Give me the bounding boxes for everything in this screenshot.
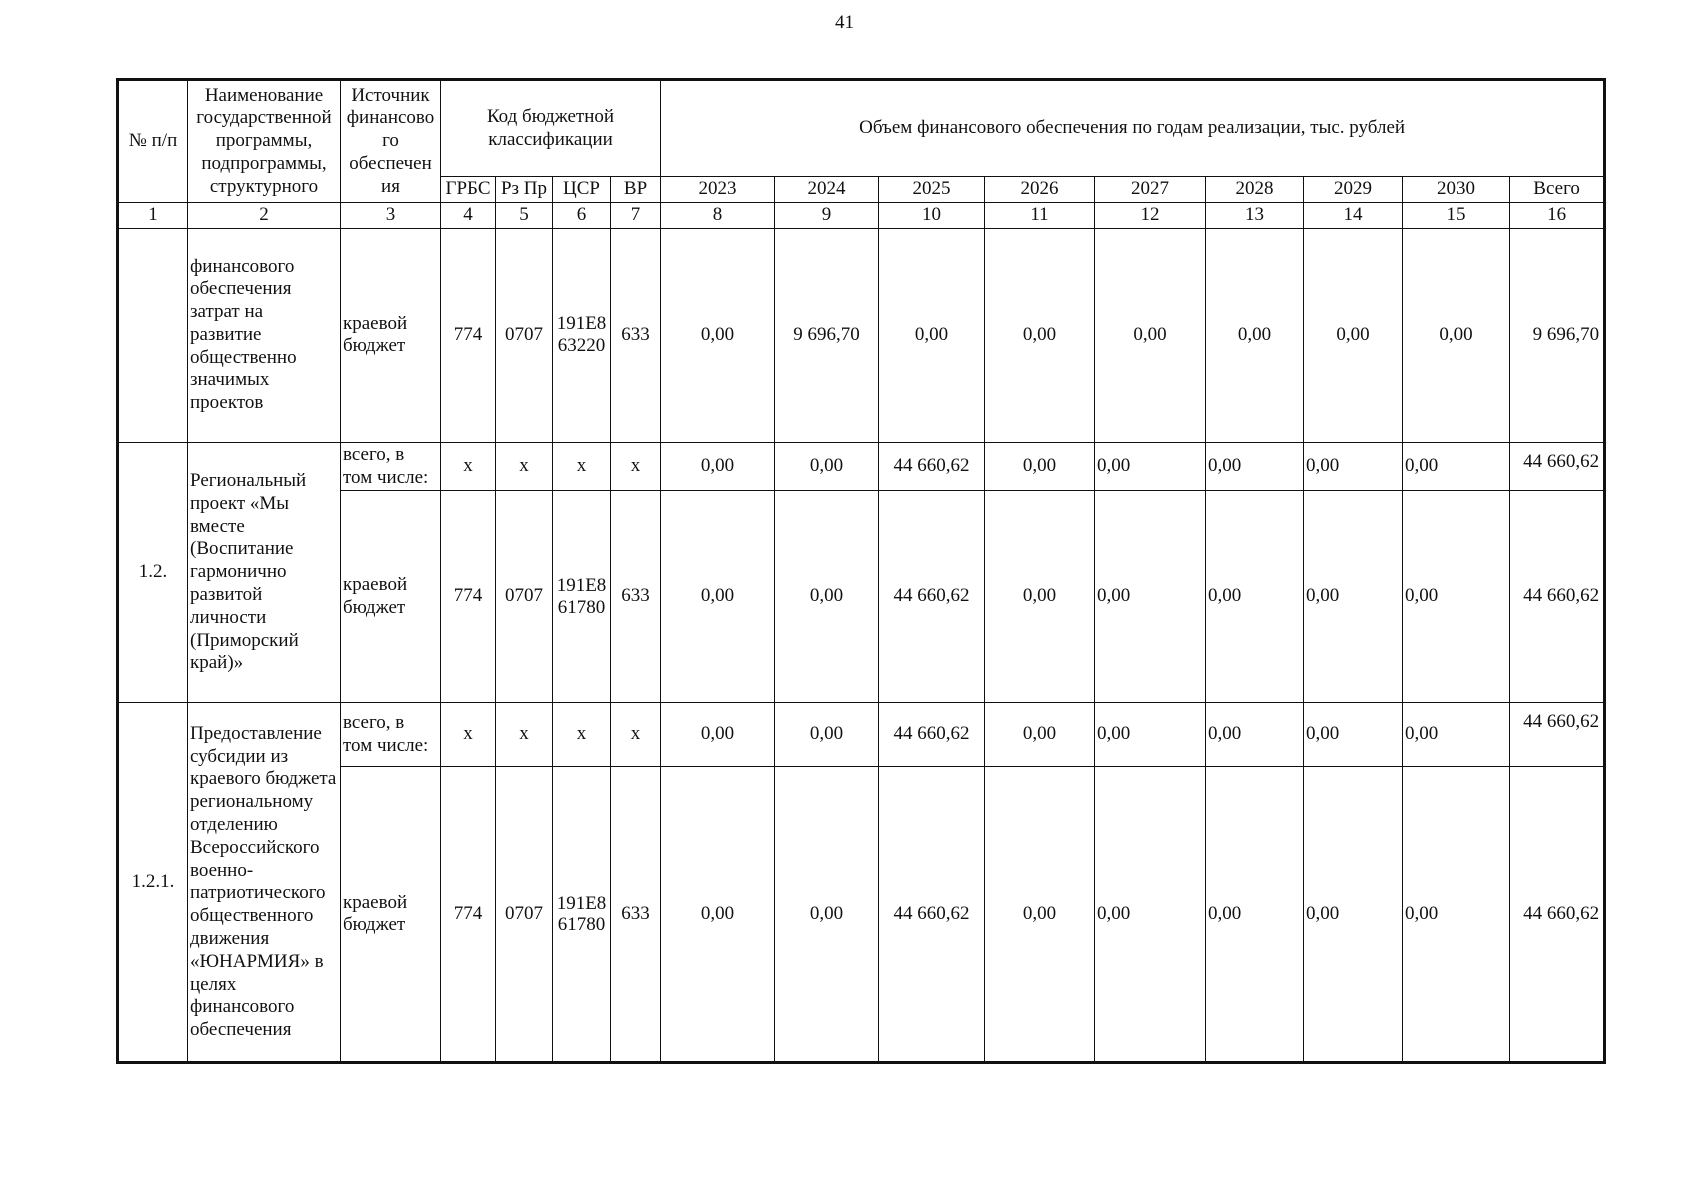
row-grbs: 774 bbox=[441, 767, 496, 1063]
row-total: 9 696,70 bbox=[1510, 228, 1605, 442]
header-year: 2030 bbox=[1403, 177, 1510, 203]
row-grbs: 774 bbox=[441, 491, 496, 703]
column-number: 7 bbox=[611, 203, 661, 229]
row-value: 0,00 bbox=[775, 767, 879, 1063]
row-grbs: x bbox=[441, 703, 496, 767]
row-csr: x bbox=[553, 442, 611, 491]
column-number: 11 bbox=[985, 203, 1095, 229]
column-number-row bbox=[118, 203, 1605, 229]
table-row bbox=[118, 491, 1605, 703]
column-number: 14 bbox=[1304, 203, 1403, 229]
header-year: 2027 bbox=[1095, 177, 1206, 203]
row-value: 0,00 bbox=[1095, 491, 1206, 703]
row-value: 0,00 bbox=[661, 767, 775, 1063]
row-num bbox=[118, 228, 188, 442]
row-value: 0,00 bbox=[1206, 767, 1304, 1063]
row-vr: x bbox=[611, 703, 661, 767]
row-value: 0,00 bbox=[661, 228, 775, 442]
header-grbs: ГРБС bbox=[441, 177, 496, 203]
column-number: 12 bbox=[1095, 203, 1206, 229]
budget-table bbox=[116, 78, 1606, 1064]
row-name: Региональный проект «Мы вместе (Воспитание гармонично развитой личности (Приморский край)» bbox=[188, 442, 341, 703]
column-number: 6 bbox=[553, 203, 611, 229]
header-volume: Объем финансового обеспечения по годам реализации, тыс. рублей bbox=[661, 80, 1605, 177]
header-year: 2025 bbox=[879, 177, 985, 203]
row-csr: 191E8 61780 bbox=[553, 767, 611, 1063]
row-rzpr: x bbox=[496, 703, 553, 767]
row-value: 0,00 bbox=[985, 228, 1095, 442]
header-code: Код бюджетной классификации bbox=[441, 80, 661, 177]
row-csr: 191E8 63220 bbox=[553, 228, 611, 442]
row-rzpr: x bbox=[496, 442, 553, 491]
row-value: 9 696,70 bbox=[775, 228, 879, 442]
row-rzpr: 0707 bbox=[496, 228, 553, 442]
column-number: 9 bbox=[775, 203, 879, 229]
row-total: 44 660,62 bbox=[1510, 442, 1605, 491]
column-number: 15 bbox=[1403, 203, 1510, 229]
row-value: 44 660,62 bbox=[879, 767, 985, 1063]
row-rzpr: 0707 bbox=[496, 767, 553, 1063]
row-value: 0,00 bbox=[879, 228, 985, 442]
row-name: финансового обеспечения затрат на развитие общественно значимых проектов bbox=[188, 228, 341, 442]
row-grbs: x bbox=[441, 442, 496, 491]
header-total: Всего bbox=[1510, 177, 1605, 203]
row-value: 0,00 bbox=[661, 442, 775, 491]
column-number: 13 bbox=[1206, 203, 1304, 229]
row-source: краевой бюджет bbox=[341, 228, 441, 442]
header-year: 2028 bbox=[1206, 177, 1304, 203]
row-value: 0,00 bbox=[985, 442, 1095, 491]
row-value: 0,00 bbox=[1403, 767, 1510, 1063]
header-year: 2023 bbox=[661, 177, 775, 203]
row-value: 0,00 bbox=[1403, 491, 1510, 703]
row-value: 0,00 bbox=[775, 703, 879, 767]
row-csr: x bbox=[553, 703, 611, 767]
row-source: всего, в том числе: bbox=[341, 442, 441, 491]
row-value: 44 660,62 bbox=[879, 442, 985, 491]
column-number: 10 bbox=[879, 203, 985, 229]
row-value: 0,00 bbox=[1095, 442, 1206, 491]
column-number: 3 bbox=[341, 203, 441, 229]
row-value: 0,00 bbox=[1206, 228, 1304, 442]
header-year: 2024 bbox=[775, 177, 879, 203]
row-value: 0,00 bbox=[1304, 491, 1403, 703]
row-value: 0,00 bbox=[1304, 767, 1403, 1063]
row-vr: 633 bbox=[611, 491, 661, 703]
row-value: 0,00 bbox=[775, 442, 879, 491]
row-value: 0,00 bbox=[985, 767, 1095, 1063]
row-value: 0,00 bbox=[1095, 703, 1206, 767]
row-vr: 633 bbox=[611, 767, 661, 1063]
row-value: 44 660,62 bbox=[879, 491, 985, 703]
row-value: 0,00 bbox=[1403, 228, 1510, 442]
row-value: 0,00 bbox=[1206, 442, 1304, 491]
column-number: 16 bbox=[1510, 203, 1605, 229]
row-value: 0,00 bbox=[661, 491, 775, 703]
row-csr: 191E8 61780 bbox=[553, 491, 611, 703]
header-name: Наименование государственной программы, подпрограммы, структурного bbox=[188, 80, 341, 203]
column-number: 5 bbox=[496, 203, 553, 229]
header-source: Источник финансово го обеспечен ия bbox=[341, 80, 441, 203]
row-total: 44 660,62 bbox=[1510, 767, 1605, 1063]
row-value: 0,00 bbox=[1304, 442, 1403, 491]
header-year: 2026 bbox=[985, 177, 1095, 203]
column-number: 4 bbox=[441, 203, 496, 229]
header-row bbox=[118, 80, 1605, 177]
header-csr: ЦСР bbox=[553, 177, 611, 203]
row-value: 0,00 bbox=[1304, 703, 1403, 767]
row-value: 44 660,62 bbox=[879, 703, 985, 767]
row-value: 0,00 bbox=[1304, 228, 1403, 442]
column-number: 8 bbox=[661, 203, 775, 229]
header-year: 2029 bbox=[1304, 177, 1403, 203]
column-number: 1 bbox=[118, 203, 188, 229]
row-total: 44 660,62 bbox=[1510, 491, 1605, 703]
row-num: 1.2. bbox=[118, 442, 188, 703]
table-row bbox=[118, 767, 1605, 1063]
row-value: 0,00 bbox=[775, 491, 879, 703]
row-value: 0,00 bbox=[661, 703, 775, 767]
row-name: Предоставление субсидии из краевого бюджета региональному отделению Всероссийского военно-патриотического общественного движения «ЮНАРМИЯ» в целях финансового обеспечения bbox=[188, 703, 341, 1063]
column-number: 2 bbox=[188, 203, 341, 229]
row-value: 0,00 bbox=[985, 703, 1095, 767]
row-value: 0,00 bbox=[1095, 767, 1206, 1063]
table-row bbox=[118, 703, 1605, 767]
row-num: 1.2.1. bbox=[118, 703, 188, 1063]
row-source: краевой бюджет bbox=[341, 767, 441, 1063]
header-vr: ВР bbox=[611, 177, 661, 203]
row-value: 0,00 bbox=[1095, 228, 1206, 442]
header-rzpr: Рз Пр bbox=[496, 177, 553, 203]
row-rzpr: 0707 bbox=[496, 491, 553, 703]
row-total: 44 660,62 bbox=[1510, 703, 1605, 767]
table-row bbox=[118, 228, 1605, 442]
row-value: 0,00 bbox=[985, 491, 1095, 703]
page-number: 41 bbox=[835, 12, 854, 33]
row-source: краевой бюджет bbox=[341, 491, 441, 703]
row-value: 0,00 bbox=[1403, 703, 1510, 767]
row-value: 0,00 bbox=[1206, 491, 1304, 703]
row-source: всего, в том числе: bbox=[341, 703, 441, 767]
row-value: 0,00 bbox=[1206, 703, 1304, 767]
table-row bbox=[118, 442, 1605, 491]
header-num: № п/п bbox=[118, 80, 188, 203]
row-grbs: 774 bbox=[441, 228, 496, 442]
row-vr: x bbox=[611, 442, 661, 491]
row-value: 0,00 bbox=[1403, 442, 1510, 491]
row-vr: 633 bbox=[611, 228, 661, 442]
